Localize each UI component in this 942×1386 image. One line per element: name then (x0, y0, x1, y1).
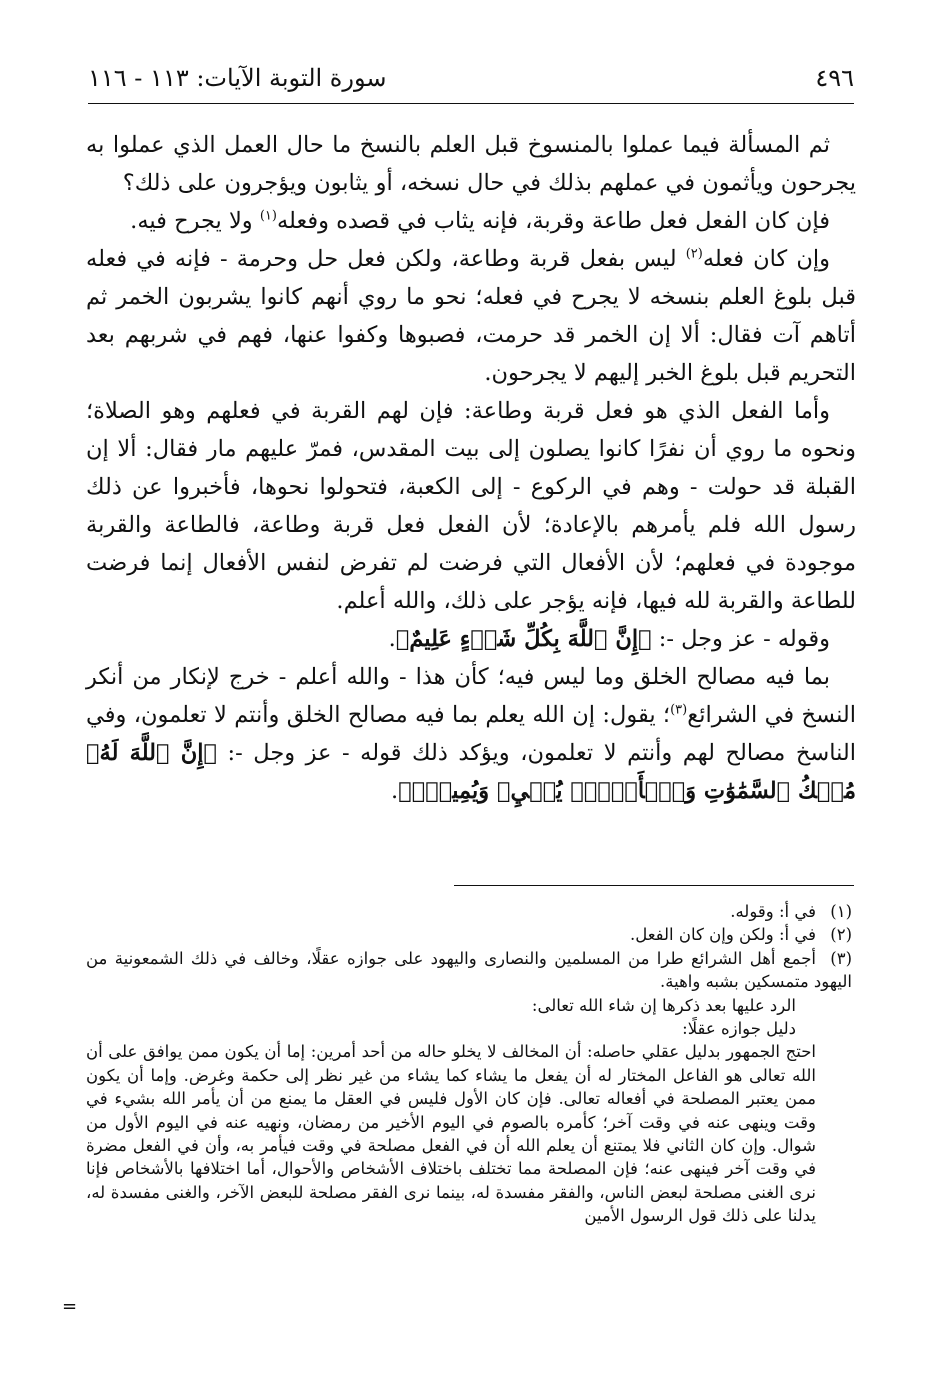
footnote-3-text: أجمع أهل الشرائع طرا من المسلمين والنصارى واليهود على جوازه عقلًا، وخالف في ذلك الشمعونية من اليهود متمسكين بشبه واهية. (86, 948, 852, 992)
page-number: ٤٩٦ (815, 64, 854, 92)
footnote-ref-1: (١) (259, 208, 277, 224)
paragraph-2-text: فإن كان الفعل فعل طاعة وقربة، فإنه يثاب في قصده وفعله (276, 208, 830, 234)
paragraph-6 (86, 658, 856, 810)
footnote-1-number: (١) (830, 902, 852, 921)
footnote-rule (454, 885, 854, 886)
running-title: سورة التوبة الآيات: ١١٣ - ١١٦ (88, 64, 387, 92)
page-header (88, 60, 854, 100)
paragraph-2-end: ولا يجرح فيه. (130, 208, 260, 234)
paragraph-6-end: . (391, 778, 399, 804)
footnote-3 (86, 947, 852, 994)
paragraph-5-end: . (388, 626, 396, 652)
paragraph-1: ثم المسألة فيما عملوا بالمنسوخ قبل العلم بالنسخ ما حال العمل الذي عملوا به يجرحون ويأثمون في عملهم بذلك في حال نسخه، أو يثابون ويؤجرون على ذلك؟ (86, 132, 856, 196)
footnote-1-text: في أ: وقوله. (730, 902, 816, 921)
quran-verse-2: ﴿إِنَّ ٱللَّهَ لَهُۥ مُلۡكُ ٱلسَّمَٰوَٰتِ وَٱلۡأَرۡضِۖ يُحۡيِۦ وَيُمِيتُۚ﴾ (86, 740, 856, 804)
paragraph-5-lead: وقوله - عز وجل -: (651, 626, 830, 652)
paragraph-6-rest: ؛ يقول: إن الله يعلم بما فيه مصالح الخلق وأنتم لا تعلمون، وفي الناسخ مصالح لهم وأنتم لا تعلمون، ويؤكد ذلك قوله - عز وجل -: (86, 702, 856, 766)
header-rule (88, 103, 854, 104)
quran-verse-1: ﴿إِنَّ ٱللَّهَ بِكُلِّ شَيۡءٍ عَلِيمٌ﴾ (395, 626, 652, 652)
continuation-mark: = (62, 1296, 78, 1317)
footnote-3-subheading-2: دليل جوازه عقلًا: (682, 1019, 796, 1039)
footnote-2 (86, 923, 852, 946)
main-text (86, 126, 856, 810)
paragraph-4: وأما الفعل الذي هو فعل قربة وطاعة: فإن لهم القربة في فعلهم وهو الصلاة؛ ونحوه ما روي أن نفرًا كانوا يصلون إلى بيت المقدس، فمرّ عليهم مار فقال: ألا إن القبلة قد حولت - وهم في الركوع - إلى الكعبة، فتحولوا نحوها، فأخبروا عن ذلك رسول الله فلم يأمرهم بالإعادة؛ لأن الفعل فعل قربة وطاعة، فالطاعة والقربة موجودة في فعلهم؛ لأن الأفعال التي فرضت لم تفرض لنفس الأفعال إنما فرضت للطاعة والقربة لله فيها، فإنه يؤجر على ذلك، والله أعلم. (86, 398, 856, 614)
footnote-3-body: احتج الجمهور بدليل عقلي حاصله: أن المخالف لا يخلو حاله من أحد أمرين: إما أن يكون ممن يوافق على أن الله تعالى هو الفاعل المختار له أن يفعل ما يشاء كما يشاء من غير نظر إلى حكمة وغرض. وإما أن يكون ممن يعتبر المصلحة في أفعاله تعالى. فإن كان الأول فليس في العقل ما يمنع من أن يأمر الله بشيء في وقت وينهى عنه في وقت آخر؛ كأمره بالصوم في اليوم الأخير من رمضان، ونهيه عنه في اليوم الأول من شوال. وإن كان الثاني فلا يمتنع أن يعلم الله أن في الفعل مصلحة في وقت فيأمر به، وأن في الفعل مضرة في وقت آخر فينهى عنه؛ فإن المصلحة مما تختلف باختلاف الأشخاص والأحوال، أما اختلافها بالأشخاص فإنا نرى الغنى مصلحة لبعض الناس، والفقر مفسدة له، بينما نرى الفقر مصلحة للبعض الآخر، والغنى مفسدة له، يدلنا على ذلك قول الرسول الأمين (86, 1042, 816, 1226)
footnote-2-text: في أ: ولكن وإن كان الفعل. (629, 925, 816, 945)
footnote-ref-2: (٢) (685, 246, 703, 262)
footnote-ref-3: (٣) (670, 702, 688, 718)
footnote-3-number: (٣) (830, 948, 852, 968)
paragraph-6-text: بما فيه مصالح الخلق وما ليس فيه؛ كأن هذا - والله أعلم - خرج لإنكار من أنكر النسخ في الشرائع (86, 664, 856, 728)
paragraph-3-rest: ليس بفعل قربة وطاعة، ولكن فعل حل وحرمة - فإنه في فعله قبل بلوغ العلم بنسخه لا يجرح في فعله؛ نحو ما روي أنهم كانوا يشربون الخمر ثم أتاهم آت فقال: ألا إن الخمر قد حرمت، فصبوها وكفوا عنها، فهم في شربهم بعد التحريم قبل بلوغ الخبر إليهم لا يجرحون. (86, 246, 856, 386)
footnote-1 (86, 900, 852, 923)
footnotes (86, 900, 852, 1228)
paragraph-3 (86, 240, 856, 392)
paragraph-5 (86, 620, 856, 658)
footnote-3-subheading-1: الرد عليها بعد ذكرها إن شاء الله تعالى: (531, 995, 796, 1015)
paragraph-2 (86, 202, 856, 240)
footnote-2-number: (٢) (830, 925, 852, 945)
paragraph-3-text: وإن كان فعله (702, 246, 830, 272)
